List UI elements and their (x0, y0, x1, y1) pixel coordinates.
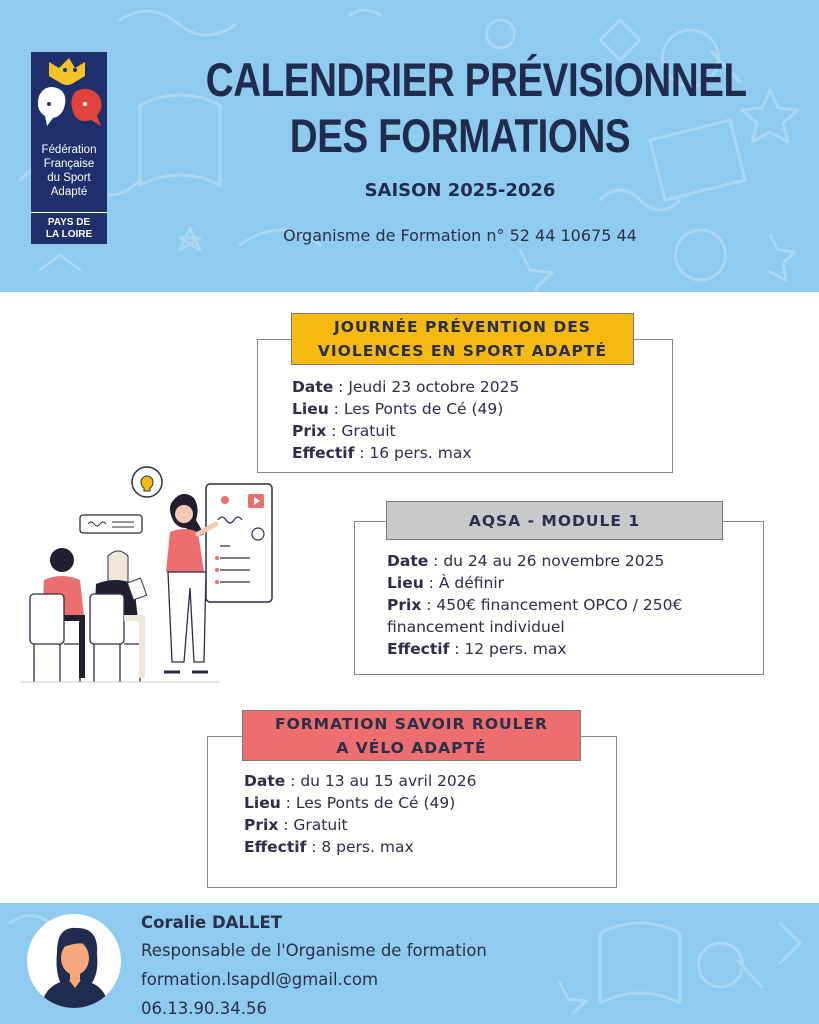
separator: : (421, 596, 437, 614)
detail-value: 450€ financement OPCO / 250€ financement individuel (387, 596, 683, 636)
contact-phone[interactable]: 06.13.90.34.56 (141, 999, 267, 1018)
detail-effectif (387, 638, 757, 660)
detail-label: Prix (387, 596, 422, 614)
separator: : (354, 444, 370, 462)
detail-label: Effectif (244, 838, 307, 856)
separator: : (285, 772, 301, 790)
event-title-prevention (291, 313, 634, 365)
detail-date (387, 550, 757, 572)
contact-name: Coralie DALLET (141, 913, 282, 932)
student-figure (108, 551, 128, 584)
detail-effectif (244, 836, 604, 858)
detail-value: 8 pers. max (321, 838, 414, 856)
separator: : (306, 838, 322, 856)
detail-value: Gratuit (293, 816, 348, 834)
detail-label: Prix (292, 422, 327, 440)
detail-label: Date (387, 552, 429, 570)
detail-value: Les Ponts de Cé (49) (343, 400, 504, 418)
detail-value: Jeudi 23 octobre 2025 (348, 378, 520, 396)
speech-bubble-icon (80, 515, 142, 533)
detail-value: 16 pers. max (369, 444, 472, 462)
detail-label: Date (292, 378, 334, 396)
person-icon (27, 914, 121, 1008)
event-details-velo (244, 770, 604, 858)
event-title-line2: VIOLENCES EN SPORT ADAPTÉ (317, 342, 608, 360)
detail-value: du 24 au 26 novembre 2025 (443, 552, 665, 570)
detail-label: Date (244, 772, 286, 790)
separator: : (333, 378, 349, 396)
event-details-aqsa (387, 550, 757, 660)
detail-lieu (292, 398, 662, 420)
detail-value: Les Ponts de Cé (49) (295, 794, 456, 812)
page-title (205, 52, 747, 164)
detail-prix (292, 420, 662, 442)
contact-role: Responsable de l'Organisme de formation (141, 941, 487, 960)
detail-date (244, 770, 604, 792)
logo-emblem (31, 52, 107, 142)
separator: : (423, 574, 439, 592)
classroom-illustration (20, 462, 280, 684)
event-title-aqsa (386, 501, 723, 540)
logo-federation-name: Fédération Française du Sport Adapté (41, 144, 97, 198)
logo-region: PAYS DE LA LOIRE (31, 212, 107, 244)
detail-label: Lieu (387, 574, 424, 592)
detail-label: Lieu (244, 794, 281, 812)
separator: : (280, 794, 296, 812)
ffsa-logo (31, 52, 107, 244)
detail-label: Effectif (292, 444, 355, 462)
separator: : (278, 816, 294, 834)
event-title-velo (242, 710, 581, 761)
detail-date (292, 376, 662, 398)
detail-prix (244, 814, 604, 836)
page-title-line1: CALENDRIER PRÉVISIONNEL (205, 53, 747, 106)
detail-label: Prix (244, 816, 279, 834)
detail-lieu (244, 792, 604, 814)
organism-number: Organisme de Formation n° 52 44 10675 44 (283, 226, 637, 245)
page-title-line2: DES FORMATIONS (289, 109, 631, 162)
detail-label: Effectif (387, 640, 450, 658)
detail-effectif (292, 442, 662, 464)
event-title-line2: A VÉLO ADAPTÉ (336, 738, 487, 757)
detail-value: Gratuit (341, 422, 396, 440)
season: SAISON 2025-2026 (364, 180, 556, 201)
detail-value: 12 pers. max (464, 640, 567, 658)
event-title-line1: AQSA - MODULE 1 (468, 511, 641, 530)
detail-value: du 13 au 15 avril 2026 (300, 772, 477, 790)
detail-prix (387, 594, 757, 638)
separator: : (326, 422, 342, 440)
event-title-line1: FORMATION SAVOIR ROULER (274, 714, 548, 733)
detail-label: Lieu (292, 400, 329, 418)
detail-value: À définir (438, 574, 504, 592)
event-details-prevention (292, 376, 662, 464)
avatar (27, 914, 121, 1008)
contact-email[interactable]: formation.lsapdl@gmail.com (141, 970, 379, 989)
detail-lieu (387, 572, 757, 594)
contact-info (141, 910, 487, 1023)
separator: : (428, 552, 444, 570)
student-figure (50, 548, 74, 572)
separator: : (449, 640, 465, 658)
event-title-line1: JOURNÉE PRÉVENTION DES (334, 318, 591, 336)
separator: : (328, 400, 344, 418)
